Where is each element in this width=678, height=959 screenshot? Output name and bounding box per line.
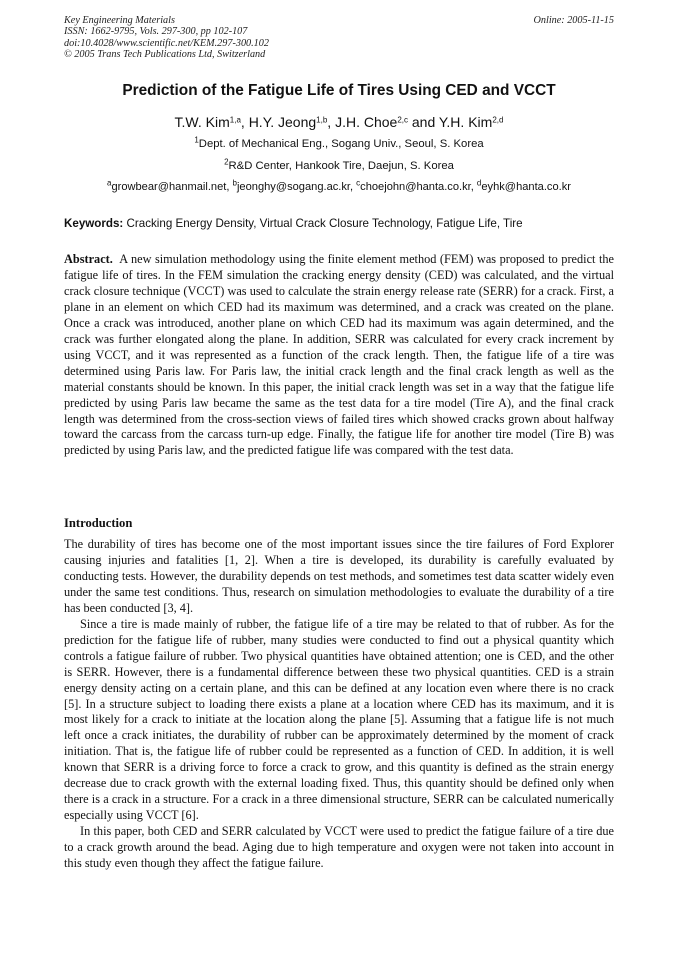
keywords [64,217,624,230]
affiliation-mark: 1 [194,135,199,145]
keywords-label: Keywords: [64,217,124,230]
publication-info [64,15,269,60]
online-date: Online: 2005-11-15 [533,15,614,26]
introduction-body [64,537,614,872]
affiliation-1 [0,135,678,150]
doi-line: doi:10.4028/www.scientific.net/KEM.297-300.102 [64,37,269,49]
author-name: Y.H. Kim [438,114,493,130]
issn-line: ISSN: 1662-9795, Vols. 297-300, pp 102-107 [64,26,248,38]
email-mark: d [476,178,482,188]
email-address: growbear@hanmail.net [111,181,227,193]
email-address: jeonghy@sogang.ac.kr [236,181,350,193]
copyright-line: © 2005 Trans Tech Publications Ltd, Switzerland [64,48,266,60]
author-affiliation-mark: 1,a [229,115,241,125]
author-affiliation-mark: 1,b [316,115,328,125]
abstract-text: A new simulation methodology using the finite element method (FEM) was proposed to predict the fatigue life of tires. In the FEM simulation the cracking energy density (CED) was calculated, and the virtual crack closure technique (VCCT) was used to calculate the strain energy release rate (SERR) for a crack. First, a plane in an element on which CED had its maximum was determined, and a crack was created on the plane. Once a crack was introduced, another plane on which CED had its maximum was again determined, and the crack was further elongated along the plane. In addition, SERR was calculated for every crack increment by using VCCT, and it was represented as a function of the crack length. Then, the fatigue life of a tire was determined using Paris law. For Paris law, the initial crack length and the final crack length as well as the material constants should be known. In this paper, the initial crack length was set in a way that the fatigue life predicted by using Paris law became the same as the test data for a tire model (Tire A), and the final crack length was determined from the cross-section views of failed tires which showed cracks grown about halfway toward the carcass from the carcass turn-up edge. Finally, the fatigue life for another tire model (Tire B) was predicted by using Paris law, and the predicted fatigue life was compared with the test data. [64,252,614,458]
abstract-label: Abstract. [64,252,113,266]
author-affiliation-mark: 2,d [492,115,504,125]
author-name: H.Y. Jeong [248,114,317,130]
paragraph: Since a tire is made mainly of rubber, the fatigue life of a tire may be related to that of rubber. As for the prediction for the fatigue life of rubber, many studies were conducted to find out a physical quantity which controls a fatigue failure of rubber. Two physical quantities have obtained attention; one is CED, and the other is SERR. However, there is a fundamental difference between these two physical quantities. CED is a strain energy density acting on a certain plane, and this can be defined at any location even where there is no crack [5]. In a structure subject to loading there exists a plane at a location where CED has its maximum, and it is most likely for a crack to initiate at the location along the plane [5]. Assuming that a fatigue life is not much left once a crack initiates, the durability of rubber can be approximately determined by the moment of crack initiation. That is, the fatigue life of rubber could be represented as a function of CED. In addition, it is well known that SERR is a driving force to force a crack to grow, and this quantity is defined as the strain energy decrease due to crack growth with the external loading fixed. Thus, this quantity should be defined only when there is a crack in a structure. For a crack in a three dimensional structure, SERR can be calculated numerically especially using VCCT [6]. [64,616,614,823]
author-separator: , [327,114,336,130]
email-address: choejohn@hanta.co.kr [360,181,471,193]
header-metadata [64,15,614,60]
author-affiliation-mark: 2,c [397,115,408,125]
author-name: J.H. Choe [335,114,398,130]
affiliation-2 [0,157,678,172]
introduction-heading: Introduction [64,516,133,530]
email-separator: , [470,181,477,193]
author-list [0,114,678,130]
email-separator: , [226,181,233,193]
email-separator: , [350,181,357,193]
paragraph: In this paper, both CED and SERR calculated by VCCT were used to predict the fatigue failure of a tire due to a crack growth around the bead. Aging due to high temperature and oxygen were not taken into account in this study even though they affect the fatigue failure. [64,824,614,871]
affiliation-text: R&D Center, Hankook Tire, Daejun, S. Korea [228,160,454,172]
email-address: eyhk@hanta.co.kr [481,181,571,193]
affiliation-mark: 2 [224,157,229,167]
abstract [64,252,614,459]
author-emails [0,178,678,193]
email-mark: b [232,178,237,188]
journal-name: Key Engineering Materials [64,15,175,26]
author-separator: , [240,114,249,130]
author-separator: and [407,114,439,130]
email-mark: a [107,178,112,188]
paper-title: Prediction of the Fatigue Life of Tires Using CED and VCCT [122,82,556,99]
affiliation-text: Dept. of Mechanical Eng., Sogang Univ., Seoul, S. Korea [198,138,484,150]
keywords-text: Cracking Energy Density, Virtual Crack Closure Technology, Fatigue Life, Tire [126,217,523,230]
email-mark: c [356,178,361,188]
paragraph: The durability of tires has become one of the most important issues since the tire failures of Ford Explorer causing injuries and fatalities [1, 2]. When a tire is developed, its durability is carefully evaluated by conducting tests. However, the durability depends on test methods, and sometimes test data scatter widely even under the same test conditions. Thus, research on simulation methodologies to evaluate the durability of a tire has been conducted [3, 4]. [64,537,614,615]
author-name: T.W. Kim [174,114,230,130]
